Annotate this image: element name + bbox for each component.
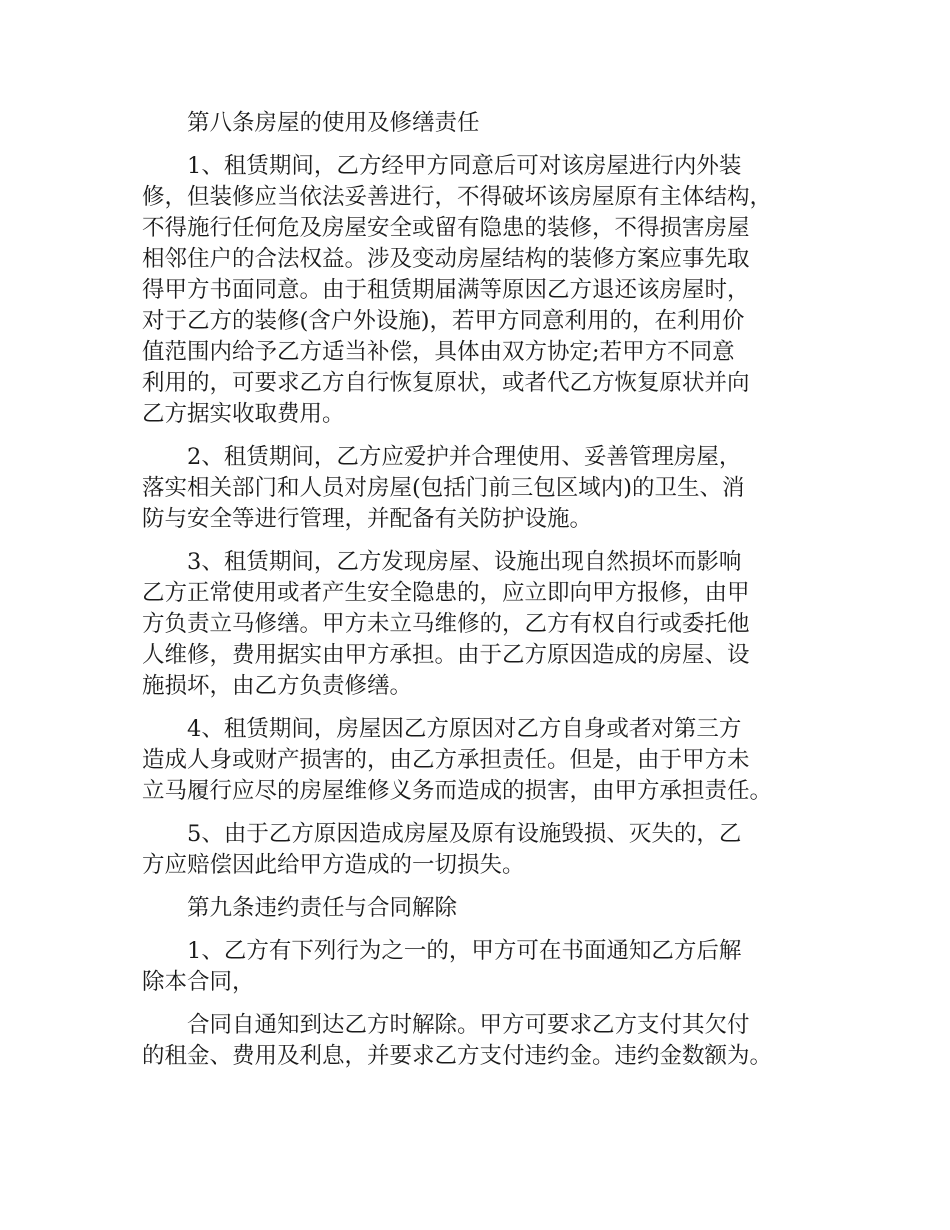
text-line: 1、乙方有下列行为之一的，甲方可在书面通知乙方后解 <box>187 938 742 964</box>
text-line: 合同自通知到达乙方时解除。甲方可要求乙方支付其欠付 <box>187 1012 750 1038</box>
text-line: 值范围内给予乙方适当补偿，具体由双方协定;若甲方不同意 <box>142 339 735 365</box>
text-line: 对于乙方的装修(含户外设施)，若甲方同意利用的，在利用价 <box>142 308 745 334</box>
paragraph-8-3 <box>142 547 832 702</box>
section-heading-article-9 <box>142 893 832 924</box>
text-line: 乙方据实收取费用。 <box>142 401 345 427</box>
paragraph-9-1 <box>142 936 832 998</box>
section-heading-article-8 <box>142 108 832 139</box>
paragraph-8-1 <box>142 151 832 430</box>
paragraph-8-4 <box>142 714 832 807</box>
text-line: 修，但装修应当依法妥善进行，不得破坏该房屋原有主体结构， <box>142 184 773 210</box>
text-line: 2、租赁期间，乙方应爱护并合理使用、妥善管理房屋， <box>187 444 742 470</box>
text-line: 得甲方书面同意。由于租赁期届满等原因乙方退还该房屋时， <box>142 277 750 303</box>
text-line: 除本合同， <box>142 969 255 995</box>
text-line: 立马履行应尽的房屋维修义务而造成的损害，由甲方承担责任。 <box>142 778 773 804</box>
text-line: 第九条违约责任与合同解除 <box>187 895 458 921</box>
text-line: 4、租赁期间，房屋因乙方原因对乙方自身或者对第三方 <box>187 716 742 742</box>
text-line: 的租金、费用及利息，并要求乙方支付违约金。违约金数额为。 <box>142 1043 773 1069</box>
text-line: 5、由于乙方原因造成房屋及原有设施毁损、灭失的，乙 <box>187 821 742 847</box>
paragraph-8-2 <box>142 442 832 535</box>
text-line: 利用的，可要求乙方自行恢复原状，或者代乙方恢复原状并向 <box>142 370 750 396</box>
text-line: 乙方正常使用或者产生安全隐患的，应立即向甲方报修，由甲 <box>142 580 750 606</box>
text-line: 造成人身或财产损害的，由乙方承担责任。但是，由于甲方未 <box>142 747 750 773</box>
text-line: 方负责立马修缮。甲方未立马维修的，乙方有权自行或委托他 <box>142 611 750 637</box>
text-line: 落实相关部门和人员对房屋(包括门前三包区域内)的卫生、消 <box>142 475 745 501</box>
text-line: 人维修，费用据实由甲方承担。由于乙方原因造成的房屋、设 <box>142 642 750 668</box>
document-body <box>142 108 832 1084</box>
paragraph-8-5 <box>142 819 832 881</box>
text-line: 施损坏，由乙方负责修缮。 <box>142 673 413 699</box>
text-line: 相邻住户的合法权益。涉及变动房屋结构的装修方案应事先取 <box>142 246 750 272</box>
text-line: 3、租赁期间，乙方发现房屋、设施出现自然损坏而影响 <box>187 549 742 575</box>
paragraph-9-1-continued <box>142 1010 832 1072</box>
text-line: 方应赔偿因此给甲方造成的一切损失。 <box>142 852 525 878</box>
text-line: 第八条房屋的使用及修缮责任 <box>187 110 480 136</box>
text-line: 防与安全等进行管理，并配备有关防护设施。 <box>142 506 593 532</box>
text-line: 1、租赁期间，乙方经甲方同意后可对该房屋进行内外装 <box>187 153 742 179</box>
text-line: 不得施行任何危及房屋安全或留有隐患的装修，不得损害房屋 <box>142 215 750 241</box>
